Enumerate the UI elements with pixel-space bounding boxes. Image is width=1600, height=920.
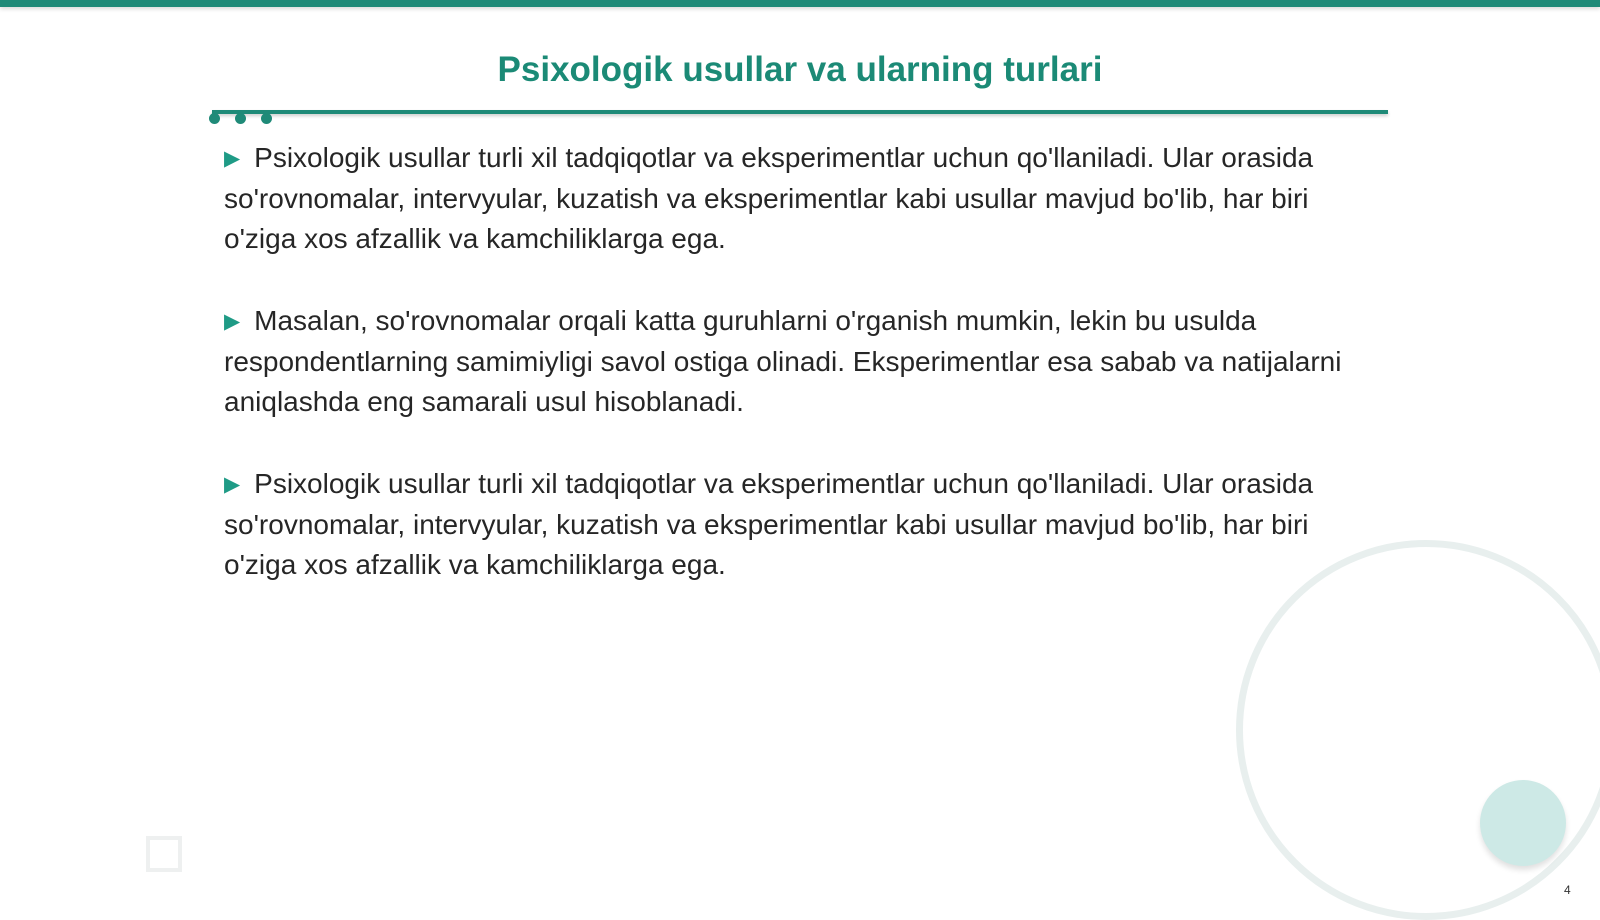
bullet-item: [224, 464, 1374, 585]
bullet-text: Psixologik usullar turli xil tadqiqotlar va eksperimentlar uchun qo'llaniladi. Ular orasida so'rovnomalar, intervyular, kuzatish va eksperimentlar kabi usullar mavjud bo'lib, har biri o'ziga xos afzallik va kamchiliklarga ega.: [224, 142, 1314, 254]
bullet-list: [224, 138, 1374, 627]
triangle-right-icon: ▶: [224, 147, 241, 170]
bullet-text: Psixologik usullar turli xil tadqiqotlar va eksperimentlar uchun qo'llaniladi. Ular orasida so'rovnomalar, intervyular, kuzatish va eksperimentlar kabi usullar mavjud bo'lib, har biri o'ziga xos afzallik va kamchiliklarga ega.: [224, 468, 1314, 580]
bullet-item: [224, 138, 1374, 259]
bullet-item: [224, 301, 1374, 422]
slide-title: Psixologik usullar va ularning turlari: [497, 50, 1103, 89]
bullet-text: Masalan, so'rovnomalar orqali katta guruhlarni o'rganish mumkin, lekin bu usulda respondentlarning samimiyligi savol ostiga olinadi. Eksperimentlar esa sabab va natijalarni aniqlashda eng samarali usul hisoblanadi.: [224, 305, 1342, 417]
page-number: 4: [1564, 883, 1571, 897]
decor-dot: [235, 113, 246, 124]
decorative-square: [146, 836, 182, 872]
decor-dot: [209, 113, 220, 124]
decor-dot: [261, 113, 272, 124]
triangle-right-icon: ▶: [224, 310, 241, 333]
title-underline: [212, 110, 1388, 114]
triangle-right-icon: ▶: [224, 473, 241, 496]
top-accent-bar: [0, 0, 1600, 7]
decorative-ring: [1236, 540, 1600, 920]
decorative-bubble: [1480, 780, 1566, 866]
